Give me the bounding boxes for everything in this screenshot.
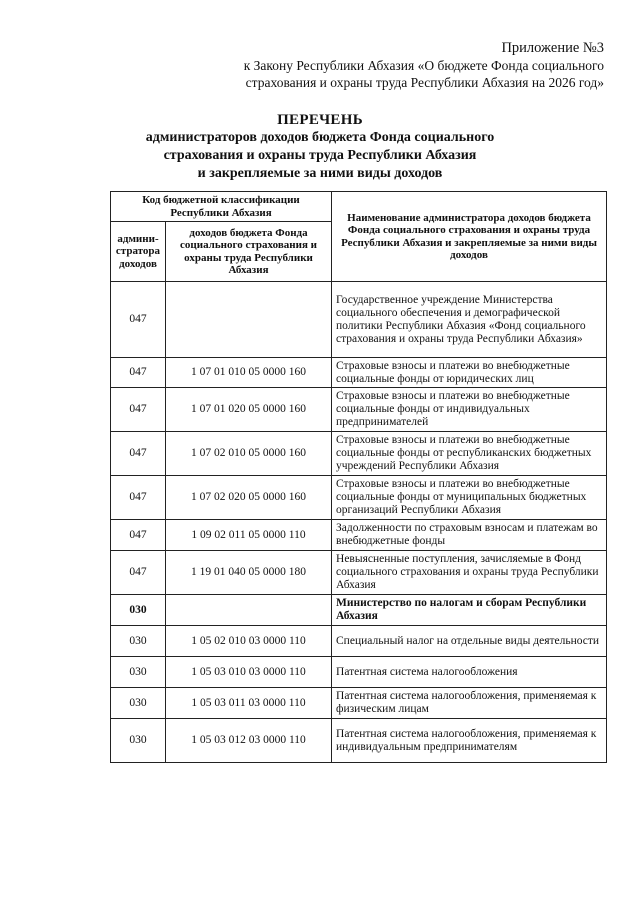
table-body [111, 282, 607, 763]
table-row [111, 432, 607, 476]
description-cell: Государственное учреждение Министерства социального обеспечения и демографической политики Республики Абхазия «Фонд социального страхования и охраны труда Республики Абхазия» [332, 282, 607, 358]
admin-code-cell: 047 [111, 432, 166, 476]
description-cell: Страховые взносы и платежи во внебюджетные социальные фонды от республиканских бюджетных учреждений Республики Абхазия [332, 432, 607, 476]
admin-code-cell: 047 [111, 520, 166, 551]
income-code-cell: 1 05 03 010 03 0000 110 [166, 657, 332, 688]
admin-code-cell: 030 [111, 657, 166, 688]
heading-line-2: страхования и охраны труда Республики Абхазия [163, 148, 477, 163]
income-code-cell: 1 05 02 010 03 0000 110 [166, 626, 332, 657]
table-row [111, 595, 607, 626]
table-row [111, 626, 607, 657]
heading-line-3: и закрепляемые за ними виды доходов [197, 166, 443, 181]
heading-line-1: администраторов доходов бюджета Фонда социального [145, 130, 495, 145]
admin-code-cell: 030 [111, 595, 166, 626]
income-code-cell: 1 05 03 011 03 0000 110 [166, 688, 332, 719]
description-cell: Патентная система налогообложения, применяемая к индивидуальным предпринимателям [332, 719, 607, 763]
income-code-cell: 1 05 03 012 03 0000 110 [166, 719, 332, 763]
description-cell: Задолженности по страховым взносам и платежам во внебюджетные фонды [332, 520, 607, 551]
appendix-line-2: страхования и охраны труда Республики Абхазия на 2026 год» [245, 75, 604, 90]
admin-code-cell: 047 [111, 551, 166, 595]
table-row [111, 358, 607, 388]
table-row [111, 688, 607, 719]
income-code-cell [166, 282, 332, 358]
table-row [111, 476, 607, 520]
admin-code-cell: 030 [111, 626, 166, 657]
table-row [111, 719, 607, 763]
description-cell: Страховые взносы и платежи во внебюджетные социальные фонды от юридических лиц [332, 358, 607, 388]
income-code-cell: 1 19 01 040 05 0000 180 [166, 551, 332, 595]
table-row [111, 282, 607, 358]
admin-code-cell: 030 [111, 719, 166, 763]
admin-code-cell: 030 [111, 688, 166, 719]
appendix-number: Приложение №3 [501, 40, 604, 56]
income-code-cell: 1 07 01 020 05 0000 160 [166, 388, 332, 432]
table-row [111, 657, 607, 688]
description-cell: Специальный налог на отдельные виды деятельности [332, 626, 607, 657]
description-cell: Министерство по налогам и сборам Республики Абхазия [332, 595, 607, 626]
description-cell: Страховые взносы и платежи во внебюджетные социальные фонды от индивидуальных предпринимателей [332, 388, 607, 432]
administrators-table [110, 191, 607, 763]
description-cell: Патентная система налогообложения [332, 657, 607, 688]
header-kbk-group: Код бюджетной классификации Республики Абхазия [111, 192, 332, 222]
table-row [111, 551, 607, 595]
description-cell: Патентная система налогообложения, применяемая к физическим лицам [332, 688, 607, 719]
appendix-note [164, 40, 604, 91]
income-code-cell: 1 07 02 010 05 0000 160 [166, 432, 332, 476]
header-income: доходов бюджета Фонда социального страхования и охраны труда Республики Абхазия [166, 222, 332, 282]
header-administrator: админи-стратора доходов [111, 222, 166, 282]
income-code-cell: 1 07 01 010 05 0000 160 [166, 358, 332, 388]
table-row [111, 388, 607, 432]
document-title: ПЕРЕЧЕНЬ [277, 112, 363, 128]
table-row [111, 520, 607, 551]
income-code-cell [166, 595, 332, 626]
admin-code-cell: 047 [111, 358, 166, 388]
header-name: Наименование администратора доходов бюджета Фонда социального страхования и охраны труда Республики Абхазия и закрепляемые за ними виды доходов [332, 192, 607, 282]
description-cell: Невыясненные поступления, зачисляемые в Фонд социального страхования и охраны труда Республики Абхазия [332, 551, 607, 595]
income-code-cell: 1 09 02 011 05 0000 110 [166, 520, 332, 551]
document-heading [0, 111, 640, 183]
description-cell: Страховые взносы и платежи во внебюджетные социальные фонды от муниципальных бюджетных организаций Республики Абхазия [332, 476, 607, 520]
admin-code-cell: 047 [111, 476, 166, 520]
admin-code-cell: 047 [111, 388, 166, 432]
appendix-line-1: к Закону Республики Абхазия «О бюджете Фонда социального [243, 58, 604, 73]
income-code-cell: 1 07 02 020 05 0000 160 [166, 476, 332, 520]
admin-code-cell: 047 [111, 282, 166, 358]
